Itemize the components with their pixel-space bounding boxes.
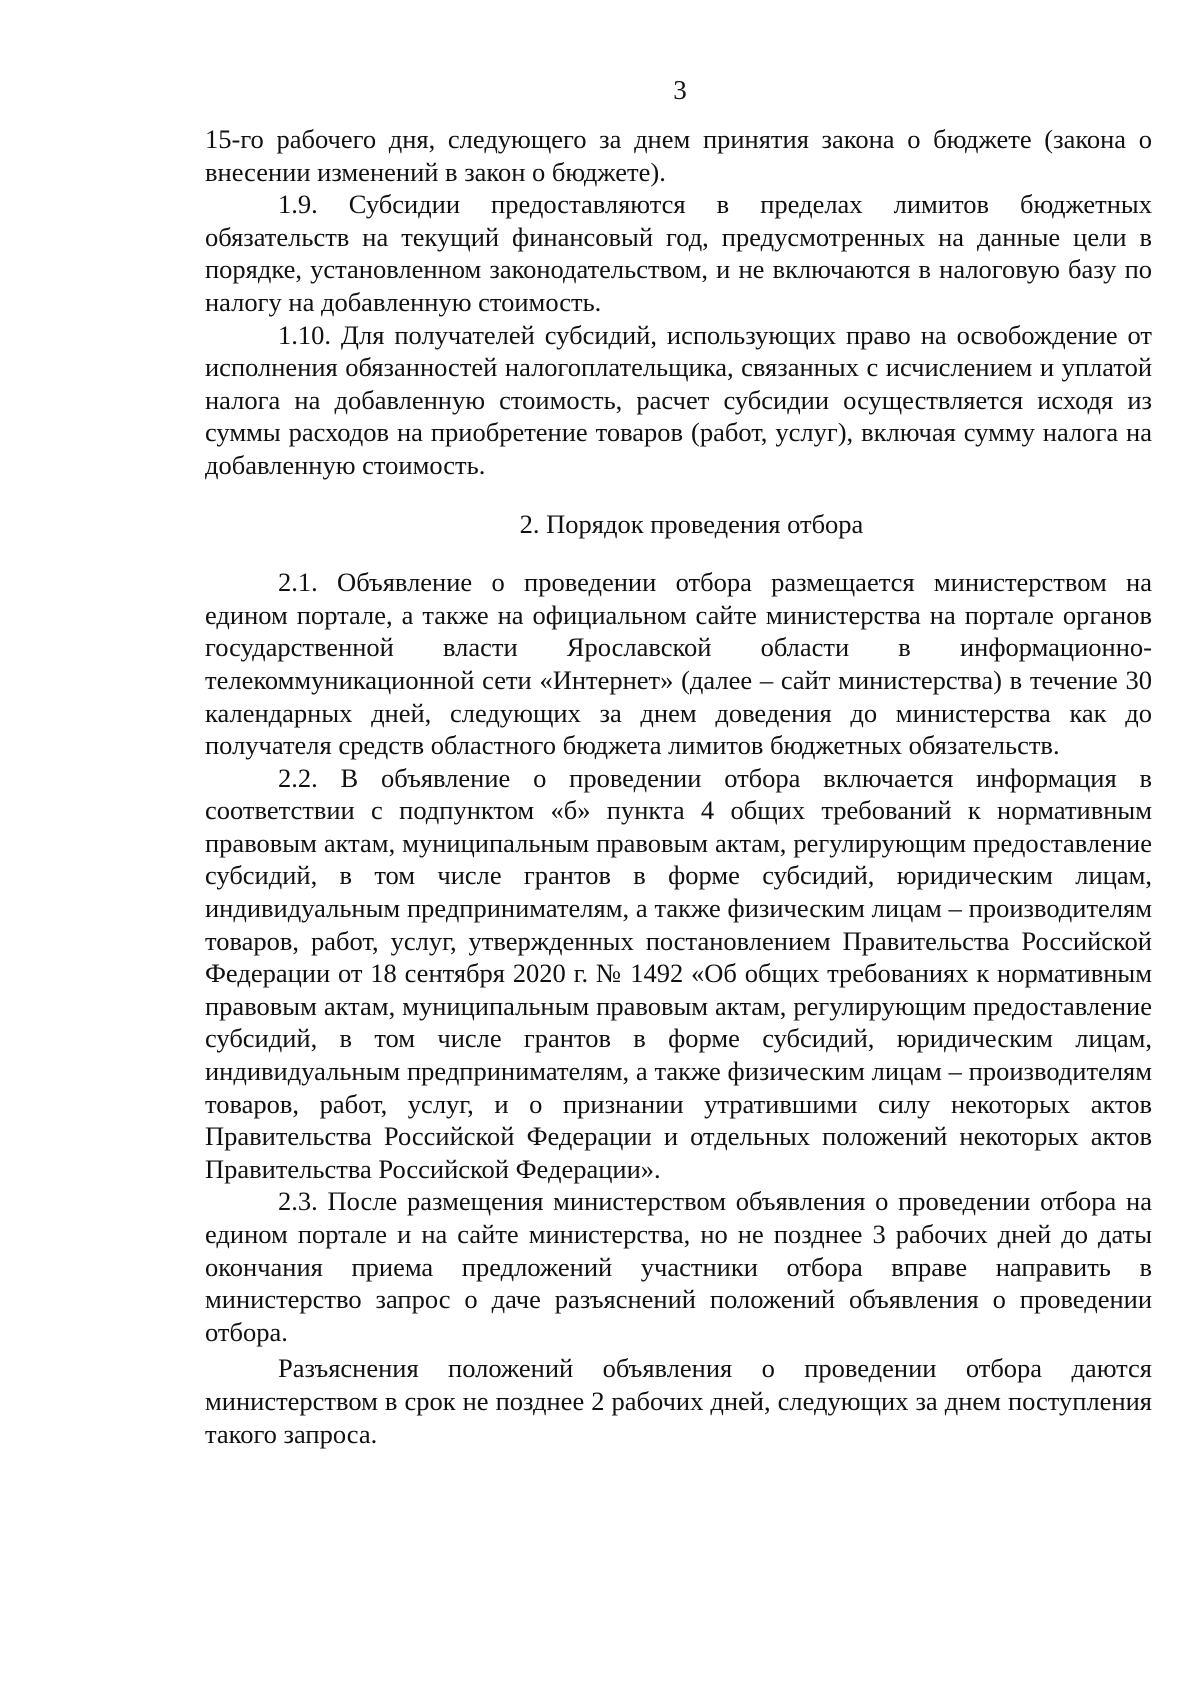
paragraph-clarifications: Разъяснения положений объявления о проведении отбора даются министерством в срок не позднее 2 рабочих дней, следующих за днем поступления такого запроса.	[205, 1353, 1152, 1449]
paragraph-2-1: 2.1. Объявление о проведении отбора размещается министерством на едином портале, а также на официальном сайте министерства на портале органов государственной власти Ярославской области в информационно-телекоммуникационной сети «Интернет» (далее – сайт министерства) в течение 30 календарных дней, следующих за днем доведения до министерства как до получателя средств областного бюджета лимитов бюджетных обязательств.	[205, 567, 1152, 761]
paragraph-1-10: 1.10. Для получателей субсидий, использующих право на освобождение от исполнения обязанностей налогоплательщика, связанных с исчислением и уплатой налога на добавленную стоимость, расчет субсидии осуществляется исходя из суммы расходов на приобретение товаров (работ, услуг), включая сумму налога на добавленную стоимость.	[205, 319, 1152, 480]
paragraph-2-3: 2.3. После размещения министерством объявления о проведении отбора на едином портале и на сайте министерства, но не позднее 3 рабочих дней до даты окончания приема предложений участники отбора вправе направить в министерство запрос о даче разъяснений положений объявления о проведении отбора.	[205, 1186, 1152, 1347]
paragraph-2-2: 2.2. В объявление о проведении отбора включается информация в соответствии с подпунктом «б» пункта 4 общих требований к нормативным правовым актам, муниципальным правовым актам, регулирующим предоставление субсидий, в том числе грантов в форме субсидий, юридическим лицам, индивидуальным предпринимателям, а также физическим лицам – производителям товаров, работ, услуг, утвержденных постановлением Правительства Российской Федерации от 18 сентября 2020 г. № 1492 «Об общих требованиях к нормативным правовым актам, муниципальным правовым актам, регулирующим предоставление субсидий, в том числе грантов в форме субсидий, юридическим лицам, индивидуальным предпринимателям, а также физическим лицам – производителям товаров, работ, услуг, и о признании утратившими силу некоторых актов Правительства Российской Федерации и отдельных положений некоторых актов Правительства Российской Федерации».	[205, 762, 1152, 1184]
paragraph-1-9: 1.9. Субсидии предоставляются в пределах лимитов бюджетных обязательств на текущий финансовый год, предусмотренных на данные цели в порядке, установленном законодательством, и не включаются в налоговую базу по налогу на добавленную стоимость.	[205, 189, 1152, 317]
document-body	[205, 123, 1152, 1450]
spacer	[205, 540, 1152, 566]
page-number: 3	[673, 75, 687, 105]
section-heading: 2. Порядок проведения отбора	[519, 508, 864, 539]
spacer	[205, 482, 1152, 508]
paragraph-continuation: 15-го рабочего дня, следующего за днем принятия закона о бюджете (закона о внесении изменений в закон о бюджете).	[205, 124, 1152, 187]
